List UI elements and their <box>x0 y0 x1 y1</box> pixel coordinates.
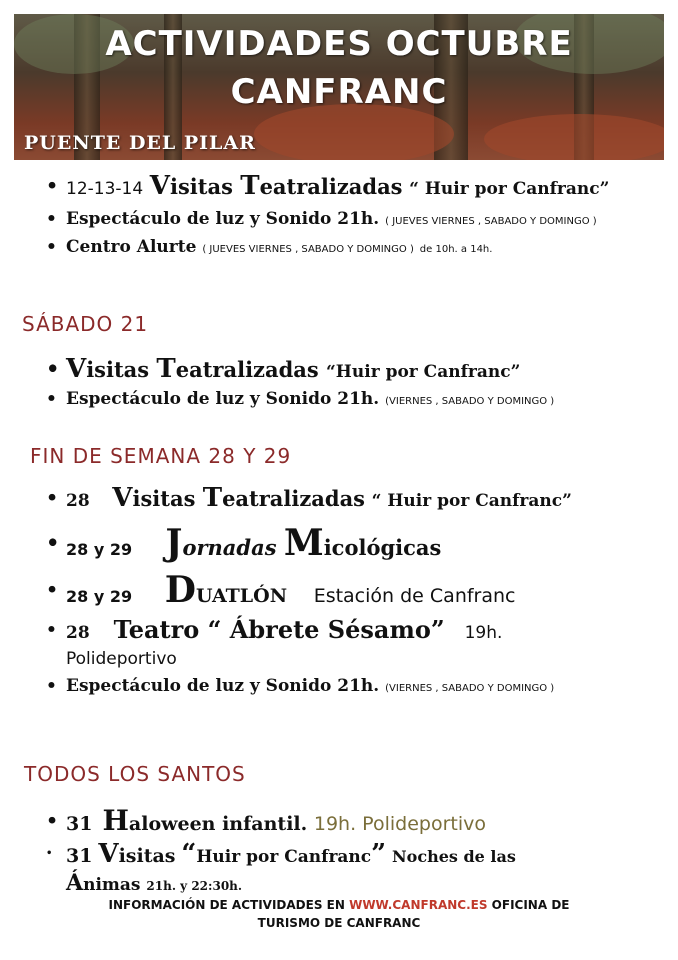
bullet-icon: • <box>46 175 59 197</box>
event-detail: 19h. Polideportivo <box>313 813 486 835</box>
list-item <box>0 523 678 570</box>
leaf-litter <box>254 104 454 160</box>
banner-title-line1: ACTIVIDADES OCTUBRE <box>105 24 573 64</box>
footer-line1 <box>0 896 678 914</box>
event-quote: “ Huir por Canfranc” <box>371 491 572 511</box>
initial-letter: V <box>98 839 119 869</box>
event-note: (VIERNES , SABADO Y DOMINGO ) <box>385 396 555 407</box>
event-title: Espectáculo de luz y Sonido 21h. <box>66 676 380 696</box>
event-note: ( JUEVES VIERNES , SABADO Y DOMINGO ) <box>202 244 414 255</box>
bullet-icon: • <box>46 389 57 409</box>
section-puente-list <box>0 172 678 261</box>
list-item <box>0 172 678 203</box>
quote-mark: “ <box>181 839 197 869</box>
initial-letter: V <box>112 483 133 513</box>
event-hours: 21h. y 22:30h. <box>146 879 243 893</box>
bullet-icon: • <box>46 237 57 257</box>
initial-letter: D <box>164 569 196 611</box>
initial-letter: H <box>102 804 129 837</box>
event-quote: “Huir por Canfranc” <box>326 362 521 382</box>
header-banner <box>14 14 664 160</box>
event-title: isitas <box>118 845 176 867</box>
initial-letter: V <box>149 171 170 201</box>
quote-mark: ” <box>371 839 387 869</box>
event-title: Espectáculo de luz y Sonido 21h. <box>66 209 380 229</box>
section-todos-santos-list <box>0 804 678 899</box>
event-quote: “ Huir por Canfranc” <box>409 179 610 199</box>
event-date: 28 y 29 <box>66 540 133 559</box>
initial-letter: T <box>202 483 223 513</box>
section-heading: SÁBADO 21 <box>22 312 149 336</box>
bullet-icon: • <box>46 676 57 696</box>
bullet-icon: • <box>46 579 59 601</box>
footer-info <box>0 896 678 932</box>
bullet-icon: • <box>46 530 60 555</box>
website-link[interactable]: WWW.CANFRANC.ES <box>349 898 488 912</box>
initial-letter: T <box>156 354 176 384</box>
event-title: Teatro “ Ábrete Sésamo” <box>113 615 445 644</box>
footer-text: INFORMACIÓN DE ACTIVIDADES EN <box>108 898 345 912</box>
list-item <box>0 617 678 672</box>
section-heading: TODOS LOS SANTOS <box>24 762 246 786</box>
leaf-litter <box>484 114 664 160</box>
event-place: Polideportivo <box>66 649 177 669</box>
event-title: eatralizadas <box>259 174 403 199</box>
bullet-icon: • <box>46 356 60 381</box>
event-title: Espectáculo de luz y Sonido 21h. <box>66 389 380 409</box>
event-title: aloween infantil. <box>128 813 308 835</box>
event-title: eatralizadas <box>222 486 366 511</box>
list-item <box>0 841 678 899</box>
event-title: ornadas <box>182 535 277 560</box>
section-heading: FIN DE SEMANA 28 Y 29 <box>30 444 292 468</box>
event-hours: de 10h. a 14h. <box>419 244 493 255</box>
event-title: isitas <box>169 174 241 199</box>
footer-text: OFICINA DE <box>491 898 570 912</box>
event-subtitle: nimas <box>83 875 141 895</box>
initial-letter: V <box>66 354 87 384</box>
event-place: Estación de Canfranc <box>313 585 516 607</box>
bullet-icon: • <box>46 848 53 859</box>
list-item <box>0 352 678 389</box>
event-date: 31 <box>66 845 93 867</box>
initial-letter: Á <box>66 870 84 896</box>
event-title: isitas <box>86 357 157 382</box>
banner-subtitle: PUENTE DEL PILAR <box>24 132 256 154</box>
list-item <box>0 804 678 841</box>
bullet-icon: • <box>46 487 59 509</box>
bullet-icon: • <box>46 209 57 229</box>
event-title: isitas <box>132 486 203 511</box>
event-date: 12-13-14 <box>66 179 144 199</box>
section-fin-semana-list <box>0 484 678 699</box>
event-note: (VIERNES , SABADO Y DOMINGO ) <box>385 683 555 694</box>
list-item <box>0 209 678 232</box>
list-item <box>0 389 678 412</box>
list-item <box>0 236 678 261</box>
initial-letter: M <box>283 522 324 564</box>
event-date: 28 y 29 <box>66 587 133 606</box>
bullet-icon: • <box>46 810 59 832</box>
event-date: 28 <box>66 491 90 511</box>
initial-letter: J <box>165 522 183 564</box>
event-note: ( JUEVES VIERNES , SABADO Y DOMINGO ) <box>385 216 597 227</box>
list-item <box>0 676 678 699</box>
list-item <box>0 570 678 617</box>
event-title: UATLÓN <box>195 585 288 607</box>
section-sabado-list <box>0 352 678 412</box>
event-title: icológicas <box>323 535 442 560</box>
event-time: 19h. <box>464 623 503 643</box>
list-item <box>0 484 678 515</box>
event-title: Centro Alurte <box>66 237 197 257</box>
event-quote: Huir por Canfranc <box>196 847 372 867</box>
bullet-icon: • <box>46 620 57 640</box>
initial-letter: T <box>240 171 260 201</box>
footer-line2: TURISMO DE CANFRANC <box>257 916 421 930</box>
event-title: eatralizadas <box>175 357 319 382</box>
event-date: 31 <box>66 813 93 835</box>
event-subtitle: Noches de las <box>392 847 516 866</box>
event-date: 28 <box>66 623 90 643</box>
banner-title-line2: CANFRANC <box>230 72 448 112</box>
